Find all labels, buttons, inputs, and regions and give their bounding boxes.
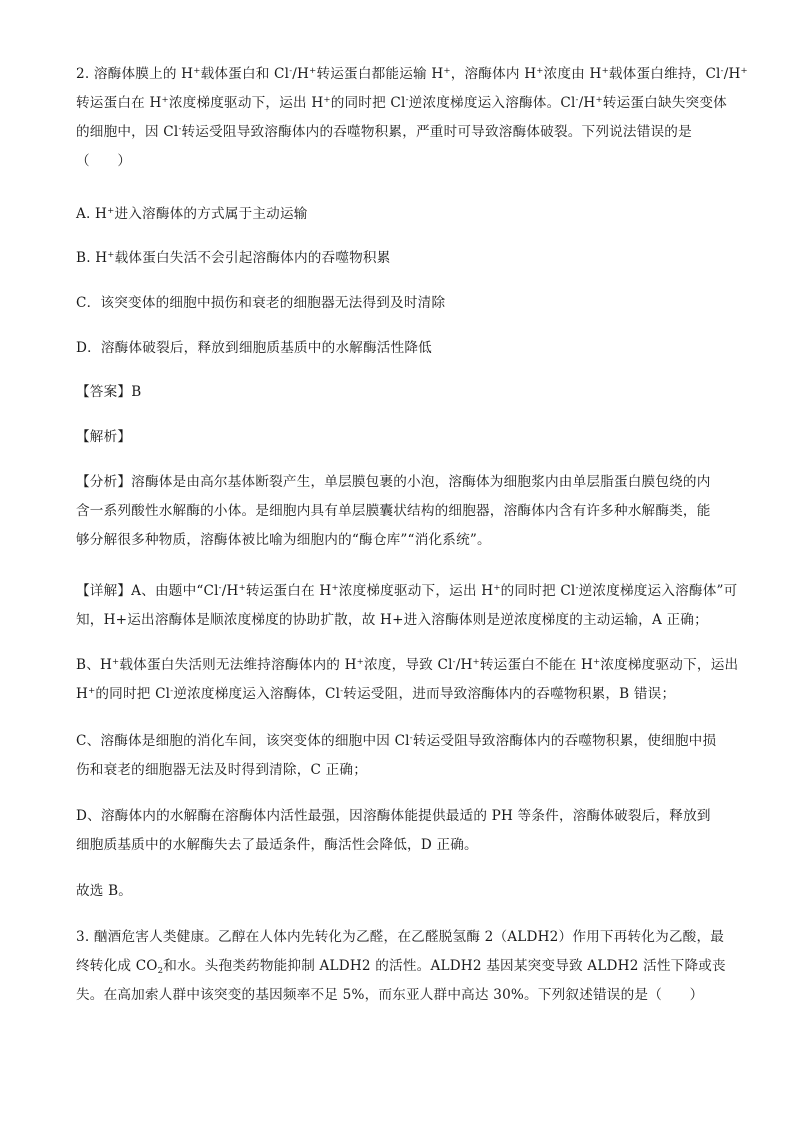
text-run: 浓度由 H <box>543 66 602 82</box>
text-run: /H <box>578 95 596 111</box>
text-line <box>76 147 724 176</box>
superscript: - <box>720 66 724 76</box>
text-run: 浓度，导致 Cl <box>363 657 453 673</box>
text-line <box>76 651 739 680</box>
option-c <box>76 289 724 318</box>
text-run: 载体蛋白失活不会引起溶酶体内的吞噬物积累 <box>114 250 391 266</box>
superscript: + <box>112 657 120 667</box>
text-run: 逆浓度梯度运入溶酶体。Cl <box>408 95 576 111</box>
text-run: 细胞质基质中的水解酶失去了最适条件，酶活性会降低，D 正确。 <box>76 837 478 853</box>
text-run: 伤和衰老的细胞器无法及时得到清除，C 正确； <box>76 762 367 778</box>
superscript: + <box>472 657 480 667</box>
text-run: 转运蛋白在 H <box>76 95 162 111</box>
superscript: + <box>493 583 501 593</box>
option-b <box>76 244 724 273</box>
text-run: 转运蛋白都能运输 H <box>316 66 444 82</box>
analysis-detail-b <box>76 651 739 709</box>
superscript: + <box>161 95 169 105</box>
text-run: 的细胞中，因 Cl <box>76 124 179 140</box>
answer-line <box>76 378 724 407</box>
superscript: + <box>193 66 201 76</box>
text-run: 终转化成 CO <box>76 958 158 974</box>
text-line <box>76 923 724 952</box>
text-run: 进入溶酶体的方式属于主动运输 <box>114 206 308 222</box>
text-run: 转运受阻导致溶酶体内的吞噬物积累，使细胞中损 <box>412 733 717 749</box>
text-line <box>76 727 724 756</box>
text-line <box>76 468 724 497</box>
text-run: ，溶酶体内 H <box>450 66 537 82</box>
superscript: - <box>405 95 409 105</box>
text-line <box>76 606 724 635</box>
text-run: 转运受阻导致溶酶体内的吞噬物积累，严重时可导致溶酶体破裂。下列说法错误的是 <box>181 124 692 140</box>
text-run: 转运蛋白在 H <box>245 583 332 599</box>
text-run: B、H <box>76 657 113 673</box>
text-run: 【分析】溶酶体是由高尔基体断裂产生，单层膜包裹的小泡，溶酶体为细胞浆内由单层脂蛋白膜包绕的内 <box>76 474 711 490</box>
text-run: 2. 溶酶体膜上的 H <box>76 66 194 82</box>
text-run: 浓度梯度驱动下，运出 <box>600 657 739 673</box>
text-run: 转运蛋白不能在 H <box>479 657 594 673</box>
subscript: 2 <box>157 966 164 976</box>
superscript: + <box>593 657 601 667</box>
text-run: 够分解很多种物质，溶酶体被比喻为细胞内的“酶仓库”“消化系统”。 <box>76 532 491 548</box>
superscript: + <box>107 250 115 260</box>
text-run: 失。在高加索人群中该突变的基因频率不足 5%，而东亚人群中高达 30%。下列叙述错误的是（ ） <box>76 987 704 1003</box>
text-line <box>76 831 724 860</box>
text-run: （ ） <box>76 153 132 169</box>
text-run: 的同时把 Cl <box>95 686 171 702</box>
text-line <box>76 526 724 555</box>
text-run: 浓度梯度驱动下，运出 H <box>168 95 324 111</box>
superscript: - <box>178 124 182 134</box>
text-line <box>76 497 724 526</box>
analysis-detail-d <box>76 802 724 860</box>
superscript: + <box>443 66 451 76</box>
superscript: + <box>238 583 246 593</box>
superscript: - <box>170 686 174 696</box>
text-run: 转运蛋白缺失突变体 <box>602 95 727 111</box>
text-line <box>76 289 724 318</box>
text-run: 载体蛋白和 Cl <box>200 66 290 82</box>
analysis-title: 【解析】 <box>76 429 132 445</box>
superscript: - <box>289 66 293 76</box>
text-run: /H <box>292 66 310 82</box>
text-run: H <box>76 686 89 702</box>
superscript: + <box>309 66 317 76</box>
text-run: 逆浓度梯度运入溶酶体，Cl <box>173 686 341 702</box>
conclusion: 故选 B。 <box>76 883 133 899</box>
question-3-stem <box>76 923 724 1010</box>
superscript: - <box>340 686 344 696</box>
option-d <box>76 334 724 363</box>
text-run: /H <box>221 583 239 599</box>
superscript: + <box>601 66 609 76</box>
text-line <box>76 200 724 229</box>
text-run: C、溶酶体是细胞的消化车间，该突变体的细胞中因 Cl <box>76 733 410 749</box>
text-run: D、溶酶体内的水解酶在溶酶体内活性最强，因溶酶体能提供最适的 PH 等条件，溶酶体破裂后，释放到 <box>76 808 711 824</box>
superscript: + <box>740 66 748 76</box>
option-a <box>76 200 724 229</box>
text-run: D．溶酶体破裂后，释放到细胞质基质中的水解酶活性降低 <box>76 340 432 356</box>
superscript: - <box>409 733 413 743</box>
text-run: 3. 酗酒危害人类健康。乙醇在人体内先转化为乙醛，在乙醛脱氢酶 2（ALDH2）作用下再转化为乙酸，最 <box>76 929 725 945</box>
superscript: + <box>331 583 339 593</box>
answer-label: 【答案】 <box>76 384 132 400</box>
text-run: 逆浓度梯度运入溶酶体”可 <box>578 583 738 599</box>
text-run: 载体蛋白维持，Cl <box>608 66 721 82</box>
text-line <box>76 577 738 606</box>
text-run: 和水。头孢类药物能抑制 ALDH2 的活性。ALDH2 基因某突变导致 ALDH2 活性下降或丧 <box>163 958 726 974</box>
text-run: 含一系列酸性水解酶的小体。是细胞内具有单层膜囊状结构的细胞器，溶酶体内含有许多种水解酶类，能 <box>76 503 711 519</box>
text-line <box>76 756 724 785</box>
text-run: 转运受阻，进而导致溶酶体内的吞噬物积累，B 错误； <box>343 686 676 702</box>
superscript: + <box>323 95 331 105</box>
text-line <box>76 89 727 118</box>
text-run: 载体蛋白失活则无法维持溶酶体内的 H <box>119 657 357 673</box>
superscript: + <box>356 657 364 667</box>
question-2-stem <box>76 60 748 176</box>
text-run: 【详解】A、由题中“Cl <box>76 583 219 599</box>
text-run: /H <box>723 66 741 82</box>
text-run: /H <box>455 657 473 673</box>
text-line <box>76 244 724 273</box>
superscript: + <box>536 66 544 76</box>
text-line <box>76 981 724 1010</box>
text-line <box>76 334 724 363</box>
superscript: - <box>218 583 222 593</box>
text-run: B. H <box>76 250 108 266</box>
text-run: A. H <box>76 206 108 222</box>
text-line <box>76 118 724 147</box>
superscript: + <box>107 206 115 216</box>
text-line <box>76 60 748 89</box>
answer-value: B <box>131 384 142 400</box>
text-line <box>76 952 724 981</box>
text-run: 浓度梯度驱动下，运出 H <box>338 583 494 599</box>
superscript: - <box>575 95 579 105</box>
analysis-detail-a <box>76 577 738 635</box>
text-line <box>76 680 724 709</box>
superscript: - <box>452 657 456 667</box>
text-run: 的同时把 Cl <box>500 583 576 599</box>
text-run: C．该突变体的细胞中损伤和衰老的细胞器无法得到及时清除 <box>76 295 446 311</box>
text-run: 的同时把 Cl <box>330 95 406 111</box>
analysis-fenxi <box>76 468 724 555</box>
superscript: + <box>88 686 96 696</box>
text-run: 知，H+运出溶酶体是顺浓度梯度的协助扩散，故 H+进入溶酶体则是逆浓度梯度的主动运输，A 正确； <box>76 612 708 628</box>
text-line <box>76 802 724 831</box>
superscript: + <box>595 95 603 105</box>
superscript: - <box>575 583 579 593</box>
analysis-detail-c <box>76 727 724 785</box>
